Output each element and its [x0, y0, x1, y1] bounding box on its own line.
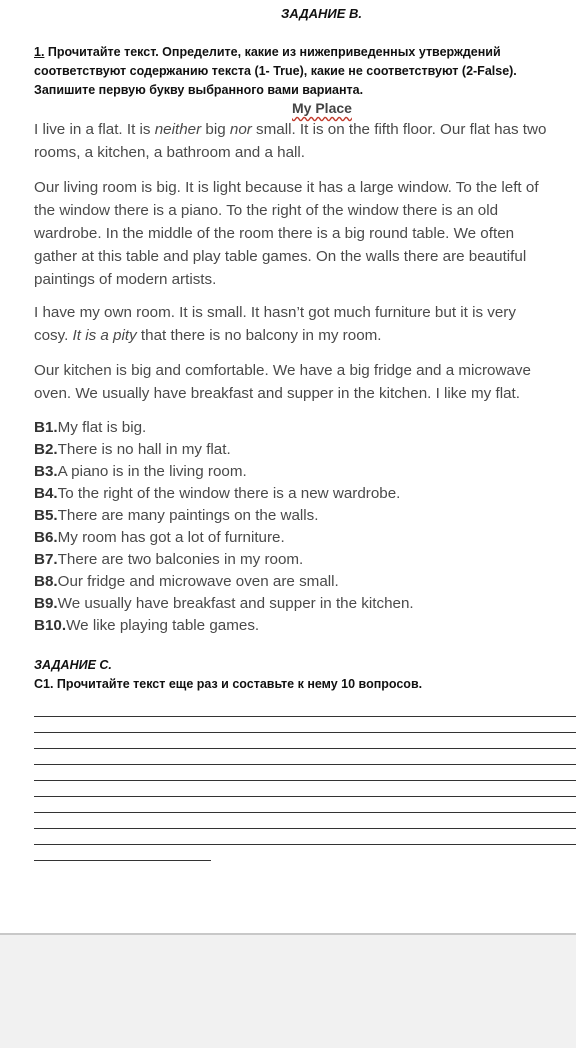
p3-text-b: that there is no balcony in my room. — [136, 327, 382, 344]
answer-line[interactable] — [34, 813, 576, 829]
answer-line[interactable] — [34, 797, 576, 813]
p1-nor: nor — [229, 121, 252, 138]
task-c-instruction: С1. Прочитайте текст еще раз и составьте к нему 10 вопросов. — [34, 677, 423, 691]
statement-text: We like playing table games. — [66, 617, 260, 634]
p1-text-c: small. It is on the fifth floor. Our flat has two rooms, a kitchen, a bathroom and a hall. — [34, 121, 547, 161]
instruction-text-1: Прочитайте текст. Определите, какие из нижеприведенных утверждений — [44, 45, 501, 59]
paragraph-4: Our kitchen is big and comfortable. We have a big fridge and a microwave oven. We usually have breakfast and supper in the kitchen. I like my flat. — [34, 362, 531, 402]
answer-line[interactable] — [34, 733, 576, 749]
paragraph-1 — [34, 118, 576, 164]
statement-item — [34, 615, 414, 637]
statement-item — [34, 527, 414, 549]
task-b-instruction — [34, 43, 517, 100]
p1-neither: neither — [154, 121, 202, 138]
statements-list — [34, 417, 414, 637]
statement-code: B5. — [34, 507, 58, 524]
paragraph-3 — [34, 301, 576, 347]
instruction-number: 1. — [34, 45, 45, 59]
paragraph-2: Our living room is big. It is light because it has a large window. To the left of the window there is a piano. To the right of the window there is an old wardrobe. In the middle of the room there is a big round table. We often gather at this table and play table games. On the walls there are beautiful paintings of modern artists. — [34, 179, 539, 288]
p3-pity: It is a pity — [72, 327, 137, 344]
statement-text: There are two balconies in my room. — [57, 551, 304, 568]
statement-code: B3. — [34, 463, 58, 480]
statement-code: B4. — [34, 485, 58, 502]
statement-text: There is no hall in my flat. — [57, 441, 231, 458]
statement-item — [34, 593, 414, 615]
statement-code: B6. — [34, 529, 58, 546]
task-b-title: ЗАДАНИЕ В. — [281, 6, 363, 21]
statement-code: B9. — [34, 595, 58, 612]
statement-item — [34, 549, 414, 571]
answer-lines — [34, 701, 576, 861]
story-title: My Place — [292, 100, 352, 116]
statement-code: B10. — [34, 617, 67, 634]
statement-text: A piano is in the living room. — [57, 463, 247, 480]
instruction-line-1 — [34, 43, 517, 62]
statement-code: B7. — [34, 551, 58, 568]
p1-text-a: I live in a flat. It is — [34, 121, 155, 138]
statement-code: B2. — [34, 441, 58, 458]
p3-text-a: I have my own room. It is small. It hasn’t got much furniture but it is very cosy. — [34, 304, 516, 344]
task-c-title: ЗАДАНИЕ С. — [34, 658, 112, 672]
statement-item — [34, 571, 414, 593]
statement-text: There are many paintings on the walls. — [57, 507, 319, 524]
answer-line[interactable] — [34, 717, 576, 733]
answer-line[interactable] — [34, 781, 576, 797]
answer-line[interactable] — [34, 829, 576, 845]
answer-line[interactable] — [34, 701, 576, 717]
statement-item — [34, 461, 414, 483]
instruction-line-3: Запишите первую букву выбранного вами варианта. — [34, 83, 364, 97]
answer-line[interactable] — [34, 845, 211, 861]
page-divider — [0, 933, 576, 935]
statement-text: We usually have breakfast and supper in the kitchen. — [57, 595, 414, 612]
statement-item — [34, 505, 414, 527]
instruction-line-2: соответствуют содержанию текста (1- True), какие не соответствуют (2-False). — [34, 64, 517, 78]
statement-text: Our fridge and microwave oven are small. — [57, 573, 339, 590]
p1-text-b: big — [201, 121, 230, 138]
answer-line[interactable] — [34, 765, 576, 781]
statement-code: B8. — [34, 573, 58, 590]
statement-text: My flat is big. — [57, 419, 147, 436]
statement-item — [34, 483, 414, 505]
statement-item — [34, 439, 414, 461]
statement-code: B1. — [34, 419, 58, 436]
statement-text: To the right of the window there is a new wardrobe. — [57, 485, 401, 502]
answer-line[interactable] — [34, 749, 576, 765]
statement-item — [34, 417, 414, 439]
statement-text: My room has got a lot of furniture. — [57, 529, 285, 546]
